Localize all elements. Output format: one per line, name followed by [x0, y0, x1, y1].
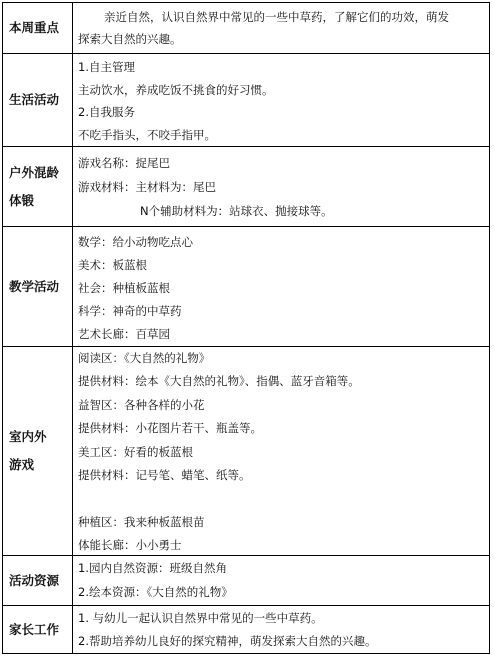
text-line: 提供材料：记号笔、蜡笔、纸等。: [78, 468, 251, 482]
table-border-right: [489, 2, 490, 654]
row-label-games: [3, 347, 71, 555]
text-line: 2.自我服务: [78, 105, 135, 119]
text-line: 游戏名称：捉尾巴: [78, 156, 170, 170]
text-line: 不吃手指头，不咬手指甲。: [78, 128, 216, 142]
row-content-games: [72, 347, 484, 555]
label-line: 户外混龄: [9, 164, 60, 180]
text-line: 体能长廊：小小勇士: [78, 538, 182, 552]
row-label-teaching: 教学活动: [9, 278, 60, 294]
text-line: 美工区：好看的板蓝根: [78, 445, 193, 459]
text-line: 美术：板蓝根: [78, 258, 147, 272]
text-line: N个辅助材料为：站球衣、抛接球等。: [140, 204, 333, 218]
row-content-teaching: [72, 227, 484, 346]
text-line: 游戏材料：主材料为：尾巴: [78, 180, 216, 194]
text-line: 益智区：各种各样的小花: [78, 398, 205, 412]
row-content-parents: [72, 606, 484, 653]
text-line: 主动饮水，养成吃饭不挑食的好习惯。: [78, 83, 274, 97]
text-line: 阅读区：《大自然的礼物》: [78, 351, 211, 365]
label-line: 游戏: [9, 457, 35, 472]
text-line: 社会：种植板蓝根: [78, 281, 170, 295]
text-line: 1.园内自然资源：班级自然角: [78, 561, 227, 575]
label-line: 体锻: [9, 192, 35, 208]
text-line: 提供材料：小花图片若干、瓶盖等。: [78, 421, 262, 435]
text-line: 种植区：我来种板蓝根苗: [78, 515, 205, 529]
row-content-focus: [72, 3, 484, 53]
row-label-outdoor: [3, 147, 71, 226]
row-label-parents: 家长工作: [9, 621, 60, 637]
row-label-focus: 本周重点: [9, 20, 60, 35]
weekly-plan-table: [2, 2, 490, 654]
label-line: 室内外: [9, 429, 47, 444]
row-content-resources: [72, 556, 484, 605]
text-line: 艺术长廊：百草园: [78, 327, 170, 341]
row-content-daily-life: [72, 54, 484, 146]
text-line: 探索大自然的兴趣。: [78, 32, 182, 46]
text-line: 科学：神奇的中草药: [78, 304, 182, 318]
text-line: 2.帮助培养幼儿良好的探究精神，萌发探索大自然的兴趣。: [78, 634, 377, 648]
row-label-daily-life: 生活活动: [9, 92, 60, 107]
text-line: 亲近自然，认识自然界中常见的一些中草药，了解它们的功效，萌发: [104, 10, 449, 24]
text-line: 2.绘本资源：《大自然的礼物》: [78, 585, 233, 599]
table-border-bottom: [2, 653, 490, 654]
text-line: 提供材料：绘本《大自然的礼物》、指偶、蓝牙音箱等。: [78, 374, 360, 388]
text-line: 1. 与幼儿一起认识自然界中常见的一些中草药。: [78, 611, 323, 625]
text-line: 数学：给小动物吃点心: [78, 235, 193, 249]
text-line: 1.自主管理: [78, 60, 135, 74]
row-label-resources: 活动资源: [9, 572, 60, 588]
row-content-outdoor: [72, 147, 484, 226]
